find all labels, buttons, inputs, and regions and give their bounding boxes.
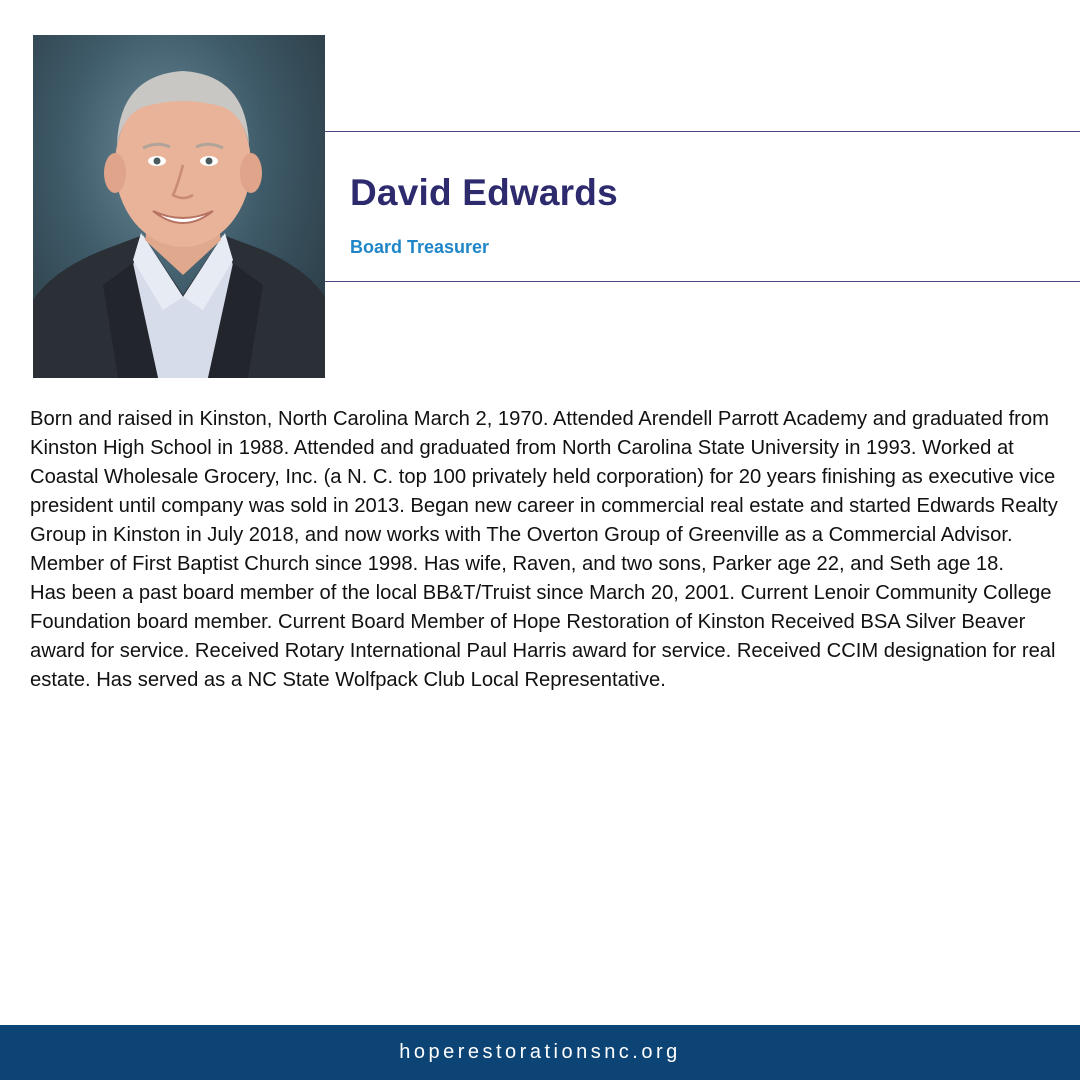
person-name: David Edwards: [350, 172, 618, 213]
footer-bar: [0, 1025, 1080, 1080]
portrait-illustration: [33, 35, 325, 378]
biography: [30, 405, 1060, 695]
header-divider-top: [325, 131, 1080, 132]
header-divider-bottom: [325, 281, 1080, 282]
bio-paragraph-1: Born and raised in Kinston, North Carolina March 2, 1970. Attended Arendell Parrott Academy and graduated from Kinston High School in 1988. Attended and graduated from North Carolina State University in 1993. Worked at Coastal Wholesale Grocery, Inc. (a N. C. top 100 privately held corporation) for 20 years finishing as executive vice president until company was sold in 2013. Began new career in commercial real estate and started Edwards Realty Group in Kinston in July 2018, and now works with The Overton Group of Greenville as a Commercial Advisor. Member of First Baptist Church since 1998. Has wife, Raven, and two sons, Parker age 22, and Seth age 18.: [30, 408, 1058, 575]
website-url: hoperestorationsnc.org: [399, 1041, 681, 1063]
bio-paragraph-2: Has been a past board member of the local BB&T/Truist since March 20, 2001. Current Lenoir Community College Foundation board member. Current Board Member of Hope Restoration of Kinston Received BSA Silver Beaver award for service. Received Rotary International Paul Harris award for service. Received CCIM designation for real estate. Has served as a NC State Wolfpack Club Local Representative.: [30, 582, 1056, 691]
person-role: Board Treasurer: [350, 237, 490, 257]
profile-photo: [33, 35, 325, 378]
